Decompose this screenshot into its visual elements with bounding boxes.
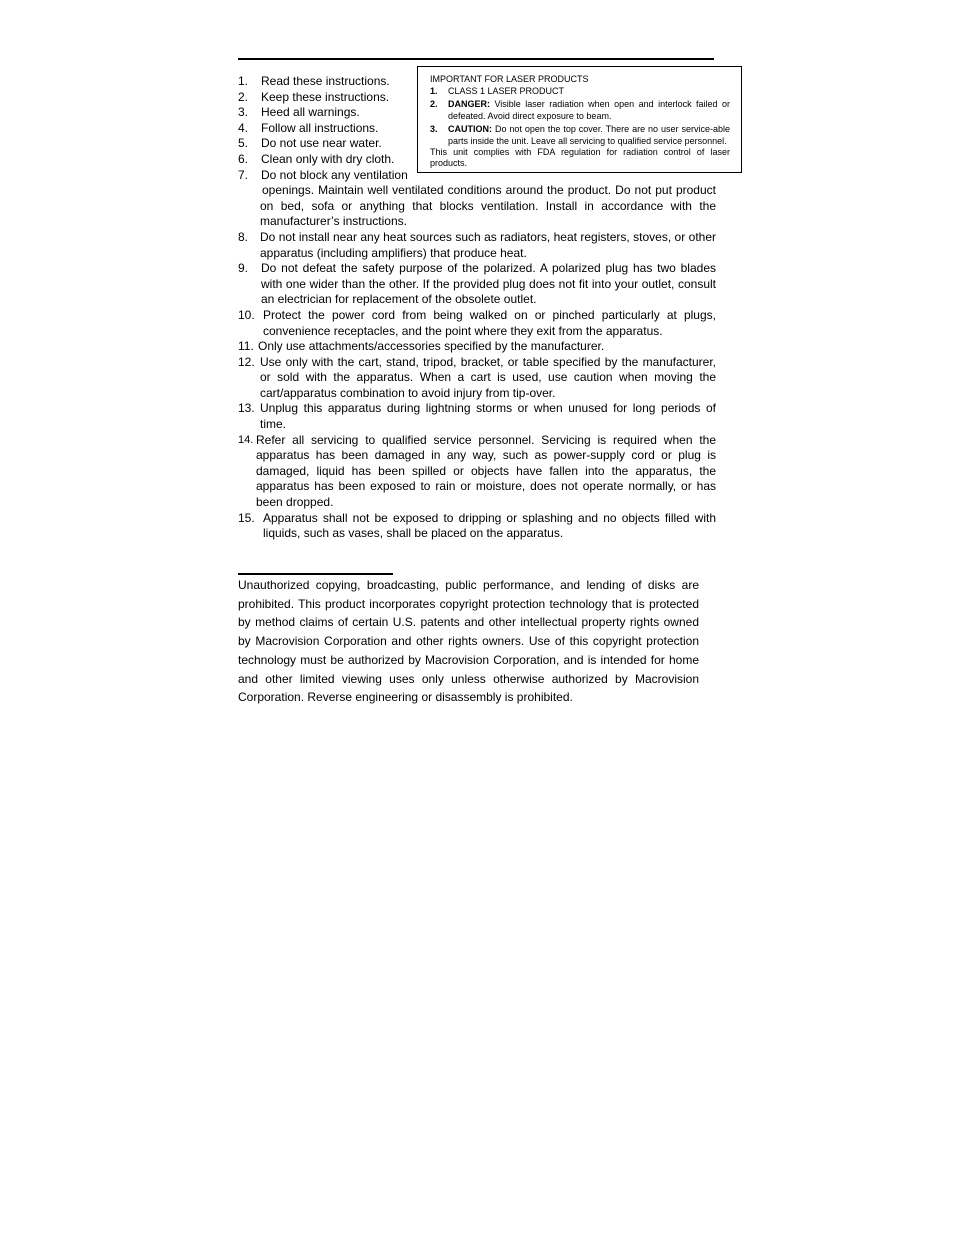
laser-safety-notice (417, 66, 742, 173)
list-item: 12. Use only with the cart, stand, tripod, bracket, or table specified by the manufacturer, or sold with the apparatus. When a cart is used, use caution when moving the cart/apparatus combination to avoid injury from tip-over. (238, 354, 716, 400)
top-rule (238, 58, 714, 60)
laser-notice-label: DANGER: (448, 98, 490, 109)
list-item-text: Follow all instructions. (261, 120, 379, 135)
list-item-text: Use only with the cart, stand, tripod, bracket, or table specified by the manufacturer, or sold with the apparatus. When a cart is used, use caution when moving the cart/apparatus combination to avoid injury from tip-over. (260, 354, 716, 400)
list-item: 3. Heed all warnings. (238, 105, 360, 120)
laser-notice-item: 2. DANGER: Visible laser radiation when open and interlock failed or defeated. Avoid direct exposure to beam. (430, 98, 730, 122)
list-item-text: Do not block any ventilation (261, 167, 408, 182)
laser-notice-text: CLASS 1 LASER PRODUCT (448, 86, 565, 97)
list-item-text: Read these instructions. (261, 74, 390, 88)
list-item-text: Clean only with dry cloth. (261, 151, 395, 166)
list-item-text: Refer all servicing to qualified service personnel. Servicing is required when the apparatus has been damaged in any way, such as power-supply cord or plug is damaged, liquid has been spilled or objects have fallen into the apparatus, the apparatus has been exposed to rain or moisture, does not operate normally, or has been dropped. (256, 432, 716, 510)
list-item: 5. Do not use near water. (238, 136, 382, 151)
list-item-text: Do not use near water. (261, 136, 382, 151)
list-item-text: Do not install near any heat sources such as radiators, heat registers, stoves, or other apparatus (including amplifiers) that produce heat. (260, 229, 716, 260)
list-item-text: openings. Maintain well ventilated conditions around the product. Do not put product on bed, sofa or anything that blocks ventilation. Install in accordance with the manufacturer’s instructions. (260, 183, 716, 229)
list-item: 10. Protect the power cord from being walked on or pinched particularly at plugs, convenience receptacles, and the point where they exit from the apparatus. (238, 307, 716, 338)
laser-notice-items (430, 85, 730, 147)
list-item-text: Only use attachments/accessories specified by the manufacturer. (258, 339, 605, 354)
list-item: 6. Clean only with dry cloth. (238, 151, 395, 166)
list-item: 13. Unplug this apparatus during lightning storms or when unused for long periods of time. (238, 401, 716, 432)
copyright-notice: Unauthorized copying, broadcasting, public performance, and lending of disks are prohibited. This product incorporates copyright protection technology that is protected by method claims of certain U.S. patents and other intellectual property rights owned by Macrovision Corporation and other rights owners. Use of this copyright protection technology must be authorized by Macrovision Corporation, and is intended for home and other limited viewing uses only unless otherwise authorized by Macrovision Corporation. Reverse engineering or disassembly is prohibited. (238, 578, 699, 705)
list-item: 1. Read these instructions. (238, 74, 390, 88)
list-item: 7. Do not block any ventilation (238, 167, 408, 182)
laser-notice-label: CAUTION: (448, 123, 492, 134)
list-item-text: Unplug this apparatus during lightning storms or when unused for long periods of time. (260, 401, 716, 432)
list-item: 14. Refer all servicing to qualified service personnel. Servicing is required when the apparatus has been damaged in any way, such as power-supply cord or plug is damaged, liquid has been spilled or objects have fallen into the apparatus, the apparatus has been exposed to rain or moisture, does not operate normally, or has been dropped. (238, 432, 716, 510)
laser-notice-item: 3. CAUTION: Do not open the top cover. There are no user service-able parts inside the unit. Leave all servicing to qualified service personnel. (430, 123, 730, 147)
laser-notice-text: Do not open the top cover. There are no user service-able parts inside the unit. Leave all servicing to qualified service personnel. (448, 123, 730, 147)
list-item: 4. Follow all instructions. (238, 120, 379, 135)
list-item: 11. Only use attachments/accessories specified by the manufacturer. (238, 339, 605, 354)
list-item-text: Keep these instructions. (261, 89, 390, 104)
list-item: 8. Do not install near any heat sources such as radiators, heat registers, stoves, or other apparatus (including amplifiers) that produce heat. (238, 229, 716, 260)
list-item-text: Heed all warnings. (261, 105, 360, 120)
list-item-text: Do not defeat the safety purpose of the polarized. A polarized plug has two blades with one wider than the other. If the provided plug does not fit into your outlet, consult an electrician for replacement of the obsolete outlet. (261, 261, 716, 307)
laser-notice-text: Visible laser radiation when open and interlock failed or defeated. Avoid direct exposure to beam. (448, 98, 730, 122)
list-item: 2. Keep these instructions. (238, 89, 390, 104)
laser-notice-footer: This unit complies with FDA regulation for radiation control of laser products. (430, 147, 730, 169)
laser-notice-header: IMPORTANT FOR LASER PRODUCTS (430, 74, 589, 84)
list-item: 9. Do not defeat the safety purpose of the polarized. A polarized plug has two blades with one wider than the other. If the provided plug does not fit into your outlet, consult an electrician for replacement of the obsolete outlet. (238, 261, 716, 307)
laser-notice-item: 1. CLASS 1 LASER PRODUCT (430, 86, 565, 97)
list-item: 15. Apparatus shall not be exposed to dripping or splashing and no objects filled with liquids, such as vases, shall be placed on the apparatus. (238, 510, 716, 541)
list-item-continuation (238, 183, 716, 230)
list-item-text: Apparatus shall not be exposed to dripping or splashing and no objects filled with liquids, such as vases, shall be placed on the apparatus. (263, 510, 716, 541)
section-rule (238, 573, 393, 575)
list-item-text: Protect the power cord from being walked on or pinched particularly at plugs, convenience receptacles, and the point where they exit from the apparatus. (263, 307, 716, 338)
